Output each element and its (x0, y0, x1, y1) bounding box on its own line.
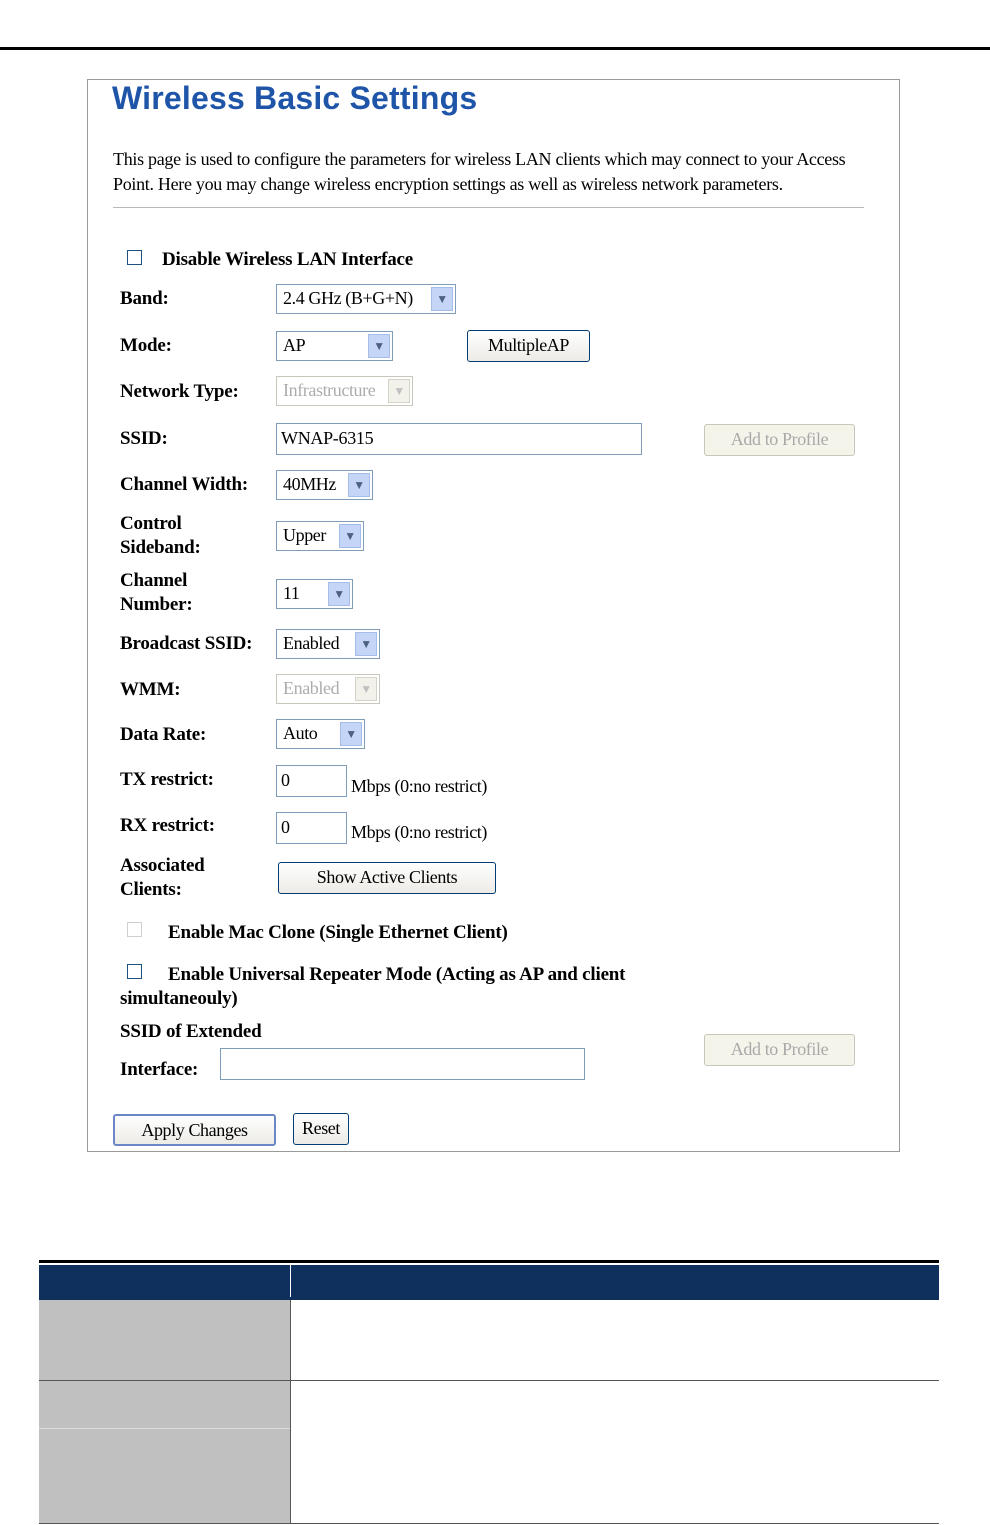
chevron-down-icon: ▼ (388, 379, 410, 403)
chevron-down-icon: ▼ (431, 287, 453, 311)
mac-clone-label: Enable Mac Clone (Single Ethernet Client) (168, 922, 508, 943)
table-top-rule (39, 1260, 939, 1263)
table-bottom-rule (39, 1523, 939, 1524)
table-row-3-label-cell (39, 1429, 290, 1523)
network-type-label: Network Type: (120, 381, 239, 402)
extended-ssid-input[interactable] (220, 1048, 585, 1080)
ssid-add-to-profile-button[interactable]: Add to Profile (704, 424, 855, 456)
channel-number-select[interactable] (276, 579, 353, 609)
control-sideband-select[interactable] (276, 521, 364, 551)
control-sideband-value: Upper (283, 525, 326, 545)
mode-label: Mode: (120, 335, 172, 356)
extended-ssid-label-2: Interface: (120, 1059, 199, 1080)
data-rate-select[interactable] (276, 719, 365, 749)
channel-number-value: 11 (283, 583, 300, 603)
network-type-select (276, 376, 413, 406)
tx-restrict-label: TX restrict: (120, 769, 214, 790)
mode-value: AP (283, 335, 306, 355)
repeater-label-2: simultaneouly) (120, 988, 238, 1009)
chevron-down-icon: ▼ (340, 722, 362, 746)
table-row-1-label-cell (39, 1300, 290, 1380)
tx-restrict-unit: Mbps (0:no restrict) (351, 776, 487, 796)
reset-button[interactable]: Reset (293, 1113, 349, 1145)
page-header-rule (0, 47, 990, 50)
broadcast-ssid-value: Enabled (283, 633, 340, 653)
rx-restrict-unit: Mbps (0:no restrict) (351, 822, 487, 842)
broadcast-ssid-select[interactable] (276, 629, 380, 659)
data-rate-value: Auto (283, 723, 318, 743)
apply-changes-button[interactable]: Apply Changes (113, 1114, 276, 1146)
table-header (39, 1265, 939, 1297)
page-description: This page is used to configure the parameters for wireless LAN clients which may connect to your Access Point. Here you may change wireless encryption settings as well as wireless network parameters. (113, 149, 846, 194)
channel-width-select[interactable] (276, 470, 373, 500)
chevron-down-icon: ▼ (355, 677, 377, 701)
data-rate-label: Data Rate: (120, 724, 207, 745)
extended-ssid-label: SSID of Extended (120, 1021, 262, 1042)
associated-clients-label-2: Clients: (120, 879, 182, 900)
ssid-input[interactable]: WNAP-6315 (276, 423, 642, 455)
chevron-down-icon: ▼ (339, 524, 361, 548)
wmm-select (276, 674, 380, 704)
chevron-down-icon: ▼ (368, 334, 390, 358)
chevron-down-icon: ▼ (328, 582, 350, 606)
rx-restrict-input[interactable]: 0 (276, 812, 347, 844)
wmm-label: WMM: (120, 679, 181, 700)
channel-number-label: Channel (120, 570, 188, 591)
extended-add-to-profile-button[interactable]: Add to Profile (704, 1034, 855, 1066)
tx-restrict-input[interactable]: 0 (276, 765, 347, 797)
disable-wlan-label: Disable Wireless LAN Interface (162, 249, 414, 270)
multiple-ap-button[interactable]: MultipleAP (467, 330, 590, 362)
rx-restrict-label: RX restrict: (120, 815, 215, 836)
band-select[interactable] (276, 284, 456, 314)
divider (113, 207, 864, 208)
page-title: Wireless Basic Settings (112, 80, 478, 116)
repeater-checkbox[interactable] (127, 964, 142, 979)
control-sideband-label: Control (120, 513, 182, 534)
table-row-2-label-cell (39, 1381, 290, 1428)
repeater-label: Enable Universal Repeater Mode (Acting as AP and client (168, 964, 626, 985)
show-active-clients-button[interactable]: Show Active Clients (278, 862, 496, 894)
band-value: 2.4 GHz (B+G+N) (283, 288, 413, 308)
mode-select[interactable] (276, 331, 393, 361)
table-column-divider (290, 1300, 291, 1524)
wmm-value: Enabled (283, 678, 340, 698)
mac-clone-checkbox[interactable] (127, 922, 142, 937)
chevron-down-icon: ▼ (348, 473, 370, 497)
table-header-separator (290, 1265, 291, 1297)
channel-number-label-2: Number: (120, 594, 193, 615)
channel-width-value: 40MHz (283, 474, 336, 494)
disable-wlan-checkbox[interactable] (127, 250, 142, 265)
band-label: Band: (120, 288, 169, 309)
associated-clients-label: Associated (120, 855, 205, 876)
control-sideband-label-2: Sideband: (120, 537, 201, 558)
channel-width-label: Channel Width: (120, 474, 248, 495)
chevron-down-icon: ▼ (355, 632, 377, 656)
ssid-label: SSID: (120, 428, 168, 449)
broadcast-ssid-label: Broadcast SSID: (120, 633, 253, 654)
network-type-value: Infrastructure (283, 380, 376, 400)
